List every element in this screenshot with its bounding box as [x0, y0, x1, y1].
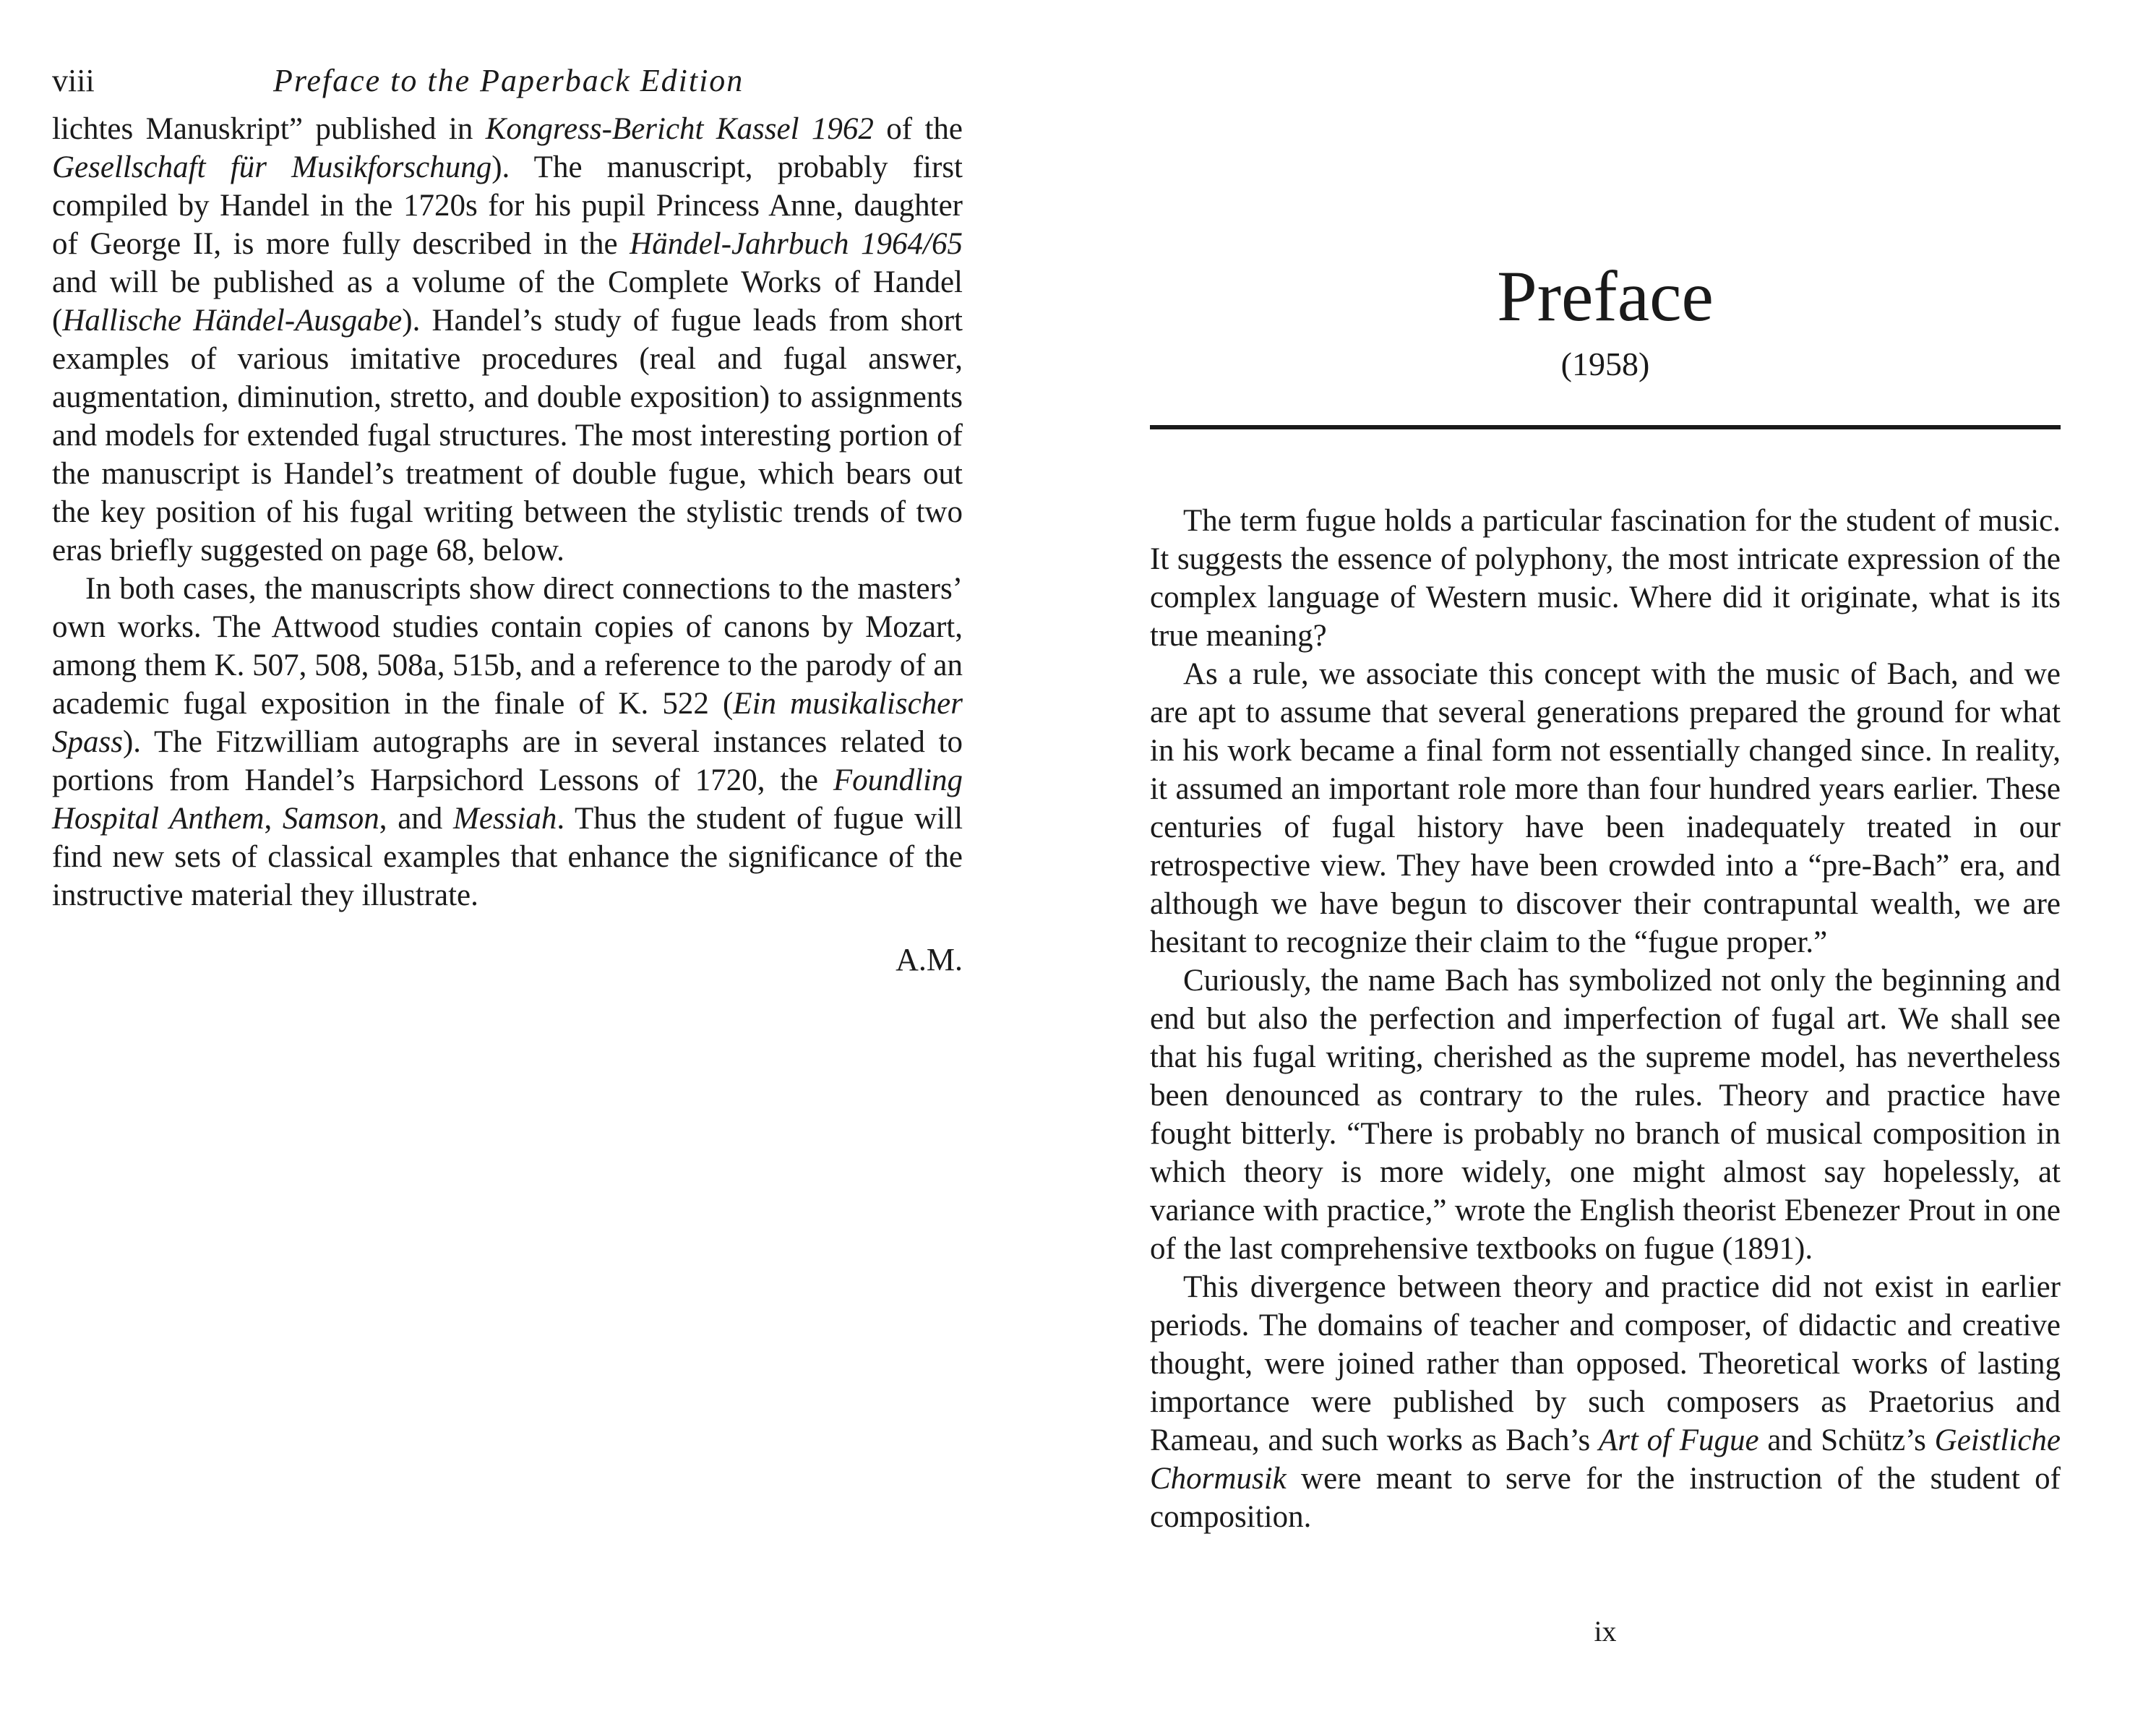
italic-text: Messiah: [453, 802, 557, 836]
chapter-title: Preface: [1497, 256, 1714, 336]
page-number: viii: [52, 63, 95, 98]
paragraph: The term fugue holds a particular fascination for the student of music. It suggests the essence of polyphony, the most intricate expression of the complex language of Western music. Where did it originate, what is its true meaning?: [1150, 504, 2061, 653]
italic-text: Samson: [282, 802, 379, 836]
italic-text: Gesellschaft für Musikforschung: [52, 150, 492, 184]
italic-text: Hallische Händel-Ausgabe: [62, 304, 403, 338]
italic-text: Foundling Hospital Anthem: [52, 763, 963, 836]
right-body-text: [1150, 502, 2061, 1536]
italic-text: Kongress-Bericht Kassel 1962: [485, 112, 874, 146]
author-initials: A.M.: [896, 942, 963, 977]
running-head-title: Preface to the Paperback Edition: [273, 63, 744, 98]
paragraph: Curiously, the name Bach has symbolized not only the beginning and end but also the perfection and imperfection of fugal art. We shall see that his fugal writing, cherished as the supreme model, has nevertheless been denounced as contrary to the rules. Theory and practice have fought bitterly. “There is probably no branch of musical composition in which theory is more widely, one might almost say hopelessly, at variance with practice,” wrote the English theorist Ebenezer Prout in one of the last comprehensive textbooks on fugue (1891).: [1150, 964, 2061, 1266]
title-rule: [1150, 425, 2061, 429]
italic-text: Ein musikalischer Spass: [52, 687, 963, 759]
italic-text: Händel-Jahrbuch 1964/65: [630, 227, 963, 261]
right-page: [1078, 0, 2156, 1714]
paragraph: As a rule, we associate this concept with the music of Bach, and we are apt to assume that several generations prepared the ground for what in his work became a final form not essentially changed since. In reality, it assumed an important role more than four hundred years earlier. These centuries of fugal history have been inadequately treated in our retrospective view. They have been crowded into a “pre-Bach” era, and although we have begun to discover their contrapuntal wealth, we are hesitant to recognize their claim to the “fugue proper.”: [1150, 657, 2061, 959]
chapter-year: (1958): [1560, 346, 1650, 382]
paragraph: This divergence between theory and practice did not exist in earlier periods. The domains of teacher and composer, of didactic and creative thought, were joined rather than opposed. Theoretical works of lasting importance were published by such composers as Praetorius and Rameau, and such works as Bach’s Art of Fugue and Schütz’s Geistliche Chormusik were meant to serve for the instruction of the student of composition.: [1150, 1270, 2061, 1534]
page-number: ix: [1594, 1615, 1617, 1647]
paragraph: lichtes Manuskript” published in Kongress-Bericht Kassel 1962 of the Gesellschaft für Musikforschung). The manuscript, probably first compiled by Handel in the 1720s for his pupil Princess Anne, daughter of George II, is more fully described in the Händel-Jahrbuch 1964/65 and will be published as a volume of the Complete Works of Handel (Hallische Händel-Ausgabe). Handel’s study of fugue leads from short examples of various imitative procedures (real and fugal answer, augmentation, diminution, stretto, and double exposition) to assignments and models for extended fugal structures. The most interesting portion of the manuscript is Handel’s treatment of double fugue, which bears out the key position of his fugal writing between the stylistic trends of two eras briefly suggested on page 68, below.: [52, 112, 963, 567]
paragraph: In both cases, the manuscripts show direct connections to the masters’ own works. The Attwood studies contain copies of canons by Mozart, among them K. 507, 508, 508a, 515b, and a reference to the parody of an academic fugal exposition in the finale of K. 522 (Ein musikalischer Spass). The Fitzwilliam autographs are in several instances related to portions from Handel’s Harpsichord Lessons of 1720, the Foundling Hospital Anthem, Samson, and Messiah. Thus the student of fugue will find new sets of classical examples that enhance the significance of the instructive material they illustrate.: [52, 572, 963, 912]
left-body-text: [52, 110, 963, 914]
italic-text: Geistliche Chormusik: [1150, 1423, 2061, 1496]
italic-text: Art of Fugue: [1598, 1423, 1759, 1457]
running-head: [52, 52, 963, 110]
